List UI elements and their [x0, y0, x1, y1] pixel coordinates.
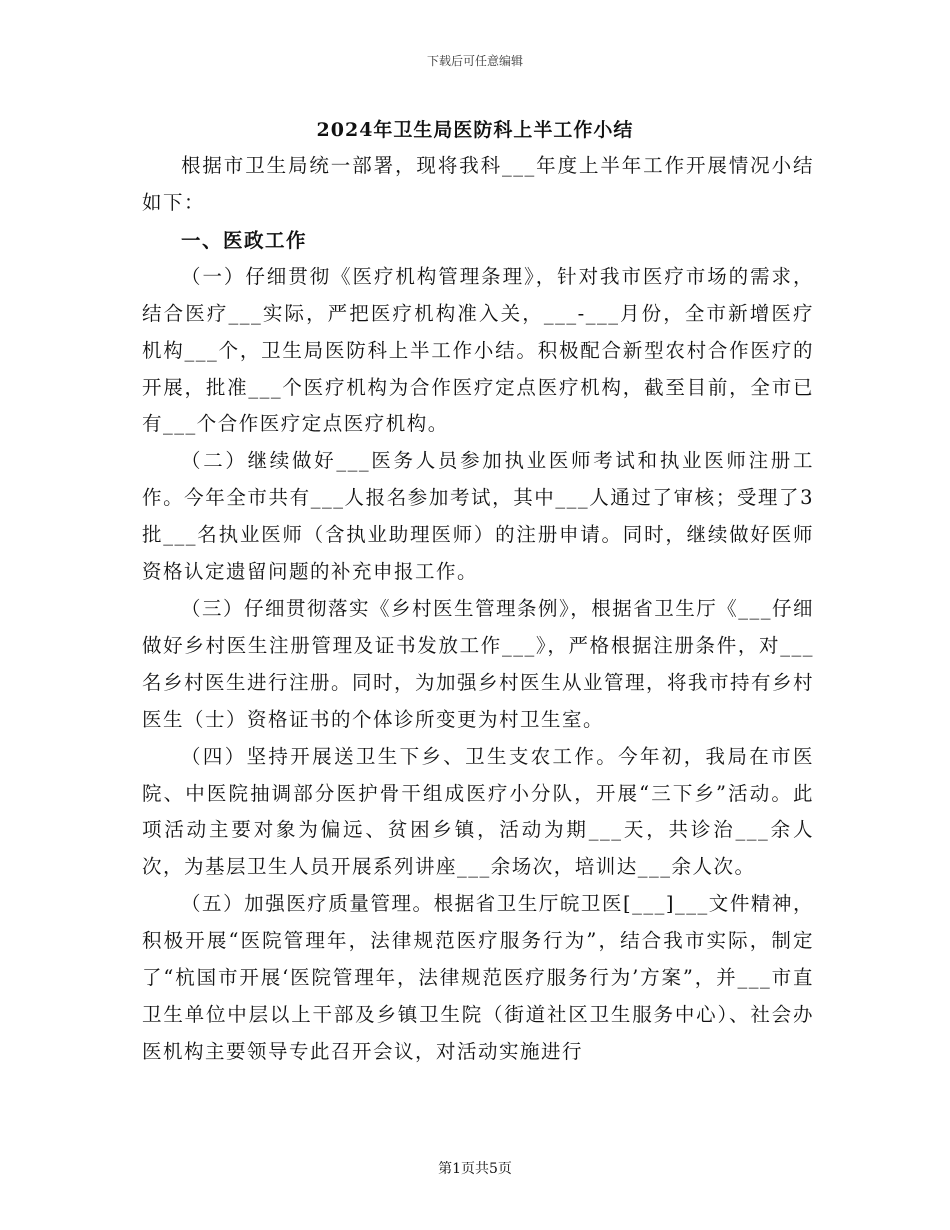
paragraph-2: （二）继续做好___医务人员参加执业医师考试和执业医师注册工作。今年全市共有___人报名参加考试，其中___人通过了审核；受理了3批___名执业医师（含执业助理医师）的注册申请。同时，继续做好医师资格认定遗留问题的补充申报工作。 — [142, 449, 814, 584]
page-footer: 第1页共5页 — [438, 1161, 512, 1177]
section-heading: 一、医政工作 — [181, 228, 308, 252]
paragraph-1: （一）仔细贯彻《医疗机构管理条理》，针对我市医疗市场的需求，结合医疗___实际，严把医疗机构准入关，___-___月份，全市新增医疗机构___个，卫生局医防科上半工作小结。积极配合新型农村合作医疗的开展，批准___个医疗机构为合作医疗定点医疗机构，截至目前，全市已有___个合作医疗定点医疗机构。 — [142, 264, 814, 436]
intro-paragraph: 根据市卫生局统一部署，现将我科___年度上半年工作开展情况小结如下： — [142, 154, 814, 214]
paragraph-5: （五）加强医疗质量管理。根据省卫生厅皖卫医[___]___文件精神，积极开展“医院管理年，法律规范医疗服务行为”，结合我市实际，制定了“杭国市开展‘医院管理年，法律规范医疗服务行为’方案”，并___市直卫生单位中层以上干部及乡镇卫生院（街道社区卫生服务中心）、社会办医机构主要领导专此召开会议，对活动实施进行 — [142, 892, 814, 1063]
paragraph-3: （三）仔细贯彻落实《乡村医生管理条例》，根据省卫生厅《___仔细做好乡村医生注册管理及证书发放工作___》，严格根据注册条件，对___名乡村医生进行注册。同时，为加强乡村医生从业管理，将我市持有乡村医生（士）资格证书的个体诊所变更为村卫生室。 — [142, 596, 815, 731]
document-title: 2024年卫生局医防科上半工作小结 — [316, 119, 634, 141]
paragraph-4: （四）坚持开展送卫生下乡、卫生支农工作。今年初，我局在市医院、中医院抽调部分医护骨干组成医疗小分队，开展“三下乡”活动。此项活动主要对象为偏远、贫困乡镇，活动为期___天，共诊治___余人次，为基层卫生人员开展系列讲座___余场次，培训达___余人次。 — [142, 744, 814, 879]
document-body — [142, 148, 814, 1071]
header-note: 下载后可任意编辑 — [426, 54, 523, 68]
